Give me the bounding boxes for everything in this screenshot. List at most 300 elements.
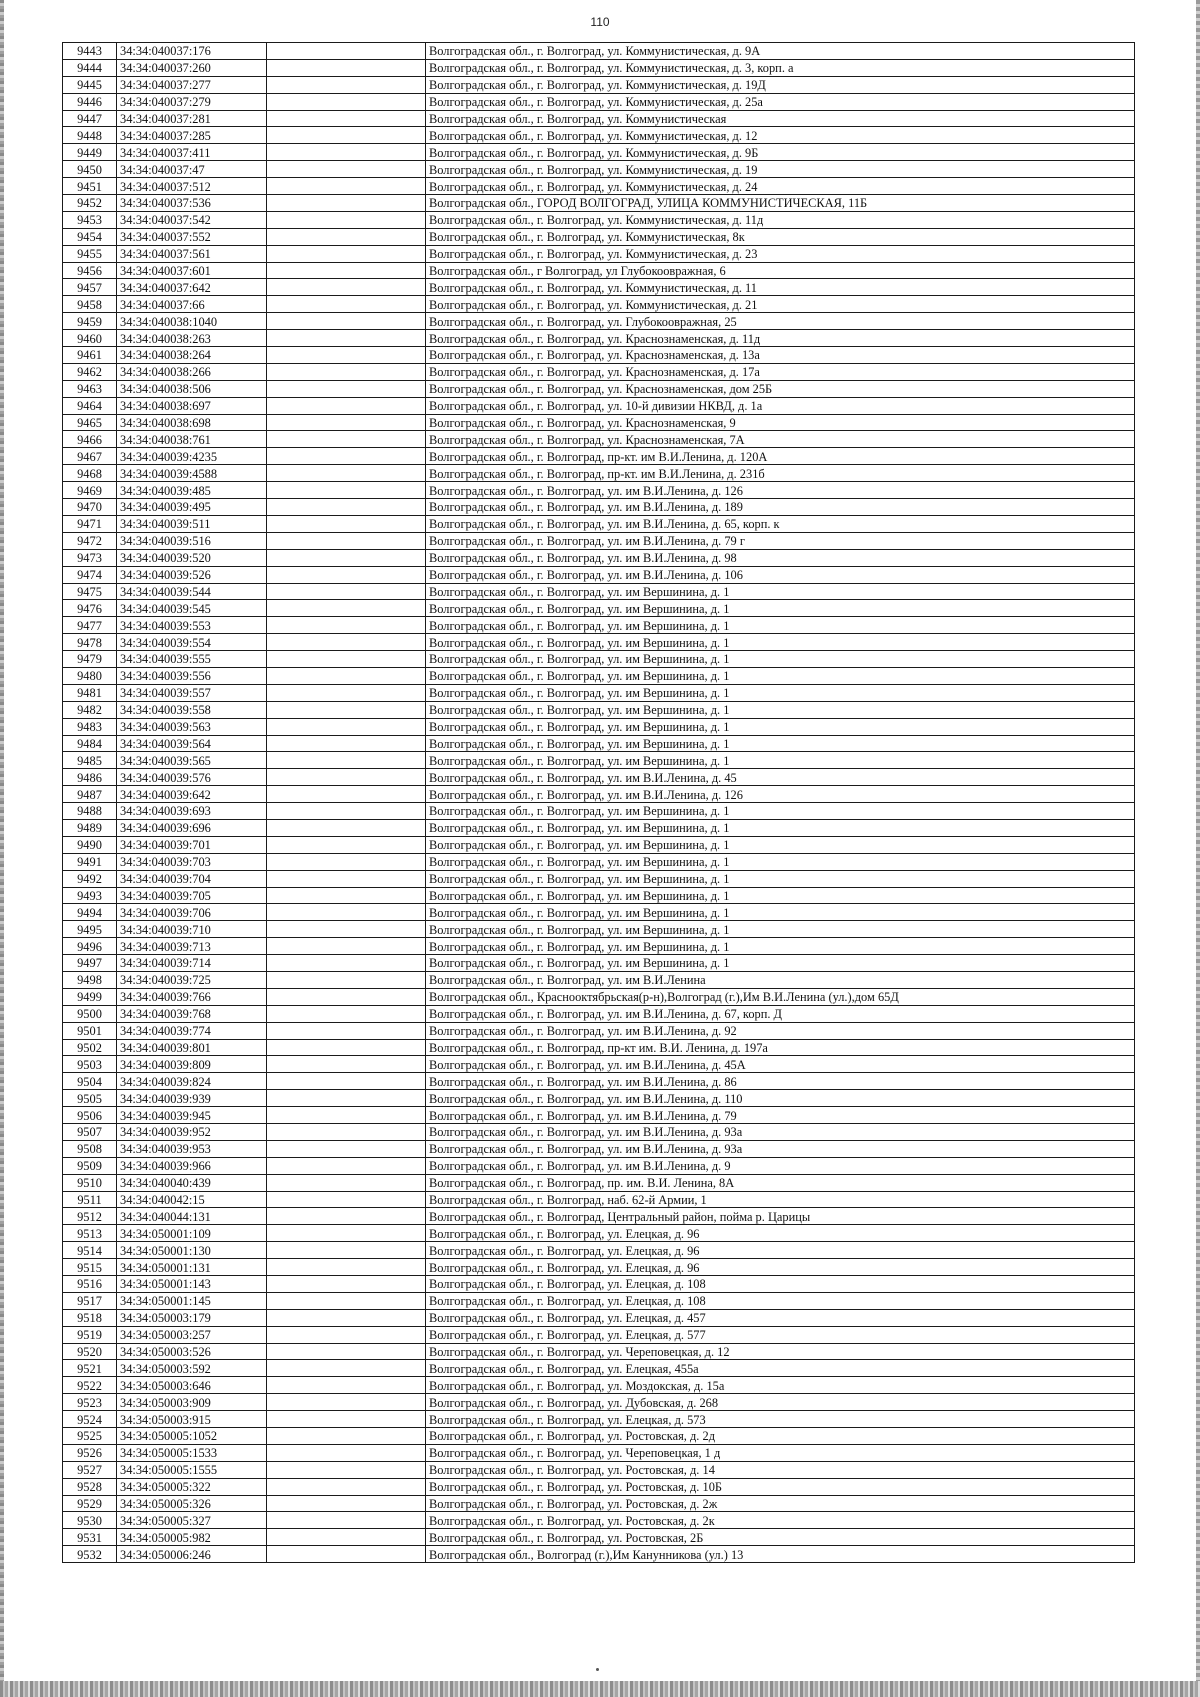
row-number: 9445 xyxy=(63,76,117,93)
extra-cell xyxy=(267,938,426,955)
row-number: 9444 xyxy=(63,59,117,76)
cadastral-number: 34:34:040037:279 xyxy=(117,93,267,110)
address: Волгоградская обл., г. Волгоград, ул. им В.И.Ленина, д. 106 xyxy=(426,566,1135,583)
address: Волгоградская обл., г. Волгоград, ул. Коммунистическая, д. 9Б xyxy=(426,144,1135,161)
extra-cell xyxy=(267,414,426,431)
register-table xyxy=(62,42,1135,1563)
table-row xyxy=(63,1191,1135,1208)
extra-cell xyxy=(267,1191,426,1208)
extra-cell xyxy=(267,1259,426,1276)
address: Волгоградская обл., г. Волгоград, ул. Моздокская, д. 15а xyxy=(426,1377,1135,1394)
extra-cell xyxy=(267,1444,426,1461)
cadastral-number: 34:34:040037:642 xyxy=(117,279,267,296)
row-number: 9531 xyxy=(63,1529,117,1546)
table-row xyxy=(63,786,1135,803)
cadastral-number: 34:34:050003:526 xyxy=(117,1343,267,1360)
table-row xyxy=(63,76,1135,93)
address: Волгоградская обл., г. Волгоград, ул. Ростовская, д. 14 xyxy=(426,1461,1135,1478)
cadastral-number: 34:34:040037:66 xyxy=(117,296,267,313)
table-row xyxy=(63,211,1135,228)
cadastral-number: 34:34:040039:705 xyxy=(117,887,267,904)
cadastral-number: 34:34:040039:545 xyxy=(117,600,267,617)
cadastral-number: 34:34:040038:264 xyxy=(117,347,267,364)
row-number: 9495 xyxy=(63,921,117,938)
cadastral-number: 34:34:040039:555 xyxy=(117,651,267,668)
table-row xyxy=(63,1039,1135,1056)
row-number: 9473 xyxy=(63,549,117,566)
extra-cell xyxy=(267,1343,426,1360)
table-row xyxy=(63,262,1135,279)
cadastral-number: 34:34:040037:176 xyxy=(117,43,267,60)
table-row xyxy=(63,1478,1135,1495)
scan-dot xyxy=(596,1668,599,1671)
extra-cell xyxy=(267,1292,426,1309)
table-row xyxy=(63,93,1135,110)
address: Волгоградская обл., г. Волгоград, ул. Краснознаменская, д. 11д xyxy=(426,330,1135,347)
row-number: 9478 xyxy=(63,634,117,651)
row-number: 9481 xyxy=(63,684,117,701)
cadastral-number: 34:34:040037:47 xyxy=(117,161,267,178)
row-number: 9487 xyxy=(63,786,117,803)
cadastral-number: 34:34:040038:1040 xyxy=(117,313,267,330)
address: Волгоградская обл., г. Волгоград, ул. Коммунистическая, д. 25а xyxy=(426,93,1135,110)
extra-cell xyxy=(267,752,426,769)
table-row xyxy=(63,1546,1135,1563)
extra-cell xyxy=(267,397,426,414)
table-row xyxy=(63,819,1135,836)
extra-cell xyxy=(267,583,426,600)
cadastral-number: 34:34:040039:939 xyxy=(117,1090,267,1107)
address: Волгоградская обл., г. Волгоград, ул. им В.И.Ленина, д. 45 xyxy=(426,769,1135,786)
cadastral-number: 34:34:040039:544 xyxy=(117,583,267,600)
address: Волгоградская обл., г. Волгоград, ул. им Вершинина, д. 1 xyxy=(426,735,1135,752)
cadastral-number: 34:34:040039:809 xyxy=(117,1056,267,1073)
row-number: 9523 xyxy=(63,1394,117,1411)
table-row xyxy=(63,245,1135,262)
extra-cell xyxy=(267,1360,426,1377)
row-number: 9517 xyxy=(63,1292,117,1309)
cadastral-number: 34:34:040039:556 xyxy=(117,667,267,684)
address: Волгоградская обл., г. Волгоград, ул. 10-й дивизии НКВД, д. 1а xyxy=(426,397,1135,414)
address: Волгоградская обл., г. Волгоград, ул. Глубокоовражная, 25 xyxy=(426,313,1135,330)
address: Волгоградская обл., г. Волгоград, ул. им В.И.Ленина, д. 86 xyxy=(426,1073,1135,1090)
table-row xyxy=(63,1225,1135,1242)
table-row xyxy=(63,1326,1135,1343)
address: Волгоградская обл., г. Волгоград, ул. Череповецкая, д. 12 xyxy=(426,1343,1135,1360)
extra-cell xyxy=(267,1495,426,1512)
register-body xyxy=(63,43,1135,1563)
address: Волгоградская обл., ГОРОД ВОЛГОГРАД, УЛИЦА КОММУНИСТИЧЕСКАЯ, 11Б xyxy=(426,195,1135,212)
extra-cell xyxy=(267,904,426,921)
row-number: 9506 xyxy=(63,1107,117,1124)
address: Волгоградская обл., г. Волгоград, ул. им Вершинина, д. 1 xyxy=(426,955,1135,972)
address: Волгоградская обл., г. Волгоград, ул. Елецкая, д. 108 xyxy=(426,1292,1135,1309)
row-number: 9474 xyxy=(63,566,117,583)
row-number: 9520 xyxy=(63,1343,117,1360)
table-row xyxy=(63,549,1135,566)
cadastral-number: 34:34:040039:576 xyxy=(117,769,267,786)
cadastral-number: 34:34:050005:982 xyxy=(117,1529,267,1546)
address: Волгоградская обл., г. Волгоград, ул. им Вершинина, д. 1 xyxy=(426,853,1135,870)
table-row xyxy=(63,482,1135,499)
cadastral-number: 34:34:040039:714 xyxy=(117,955,267,972)
extra-cell xyxy=(267,110,426,127)
cadastral-number: 34:34:050003:909 xyxy=(117,1394,267,1411)
row-number: 9475 xyxy=(63,583,117,600)
row-number: 9530 xyxy=(63,1512,117,1529)
table-row xyxy=(63,532,1135,549)
address: Волгоградская обл., г. Волгоград, ул. Коммунистическая, д. 23 xyxy=(426,245,1135,262)
table-row xyxy=(63,600,1135,617)
extra-cell xyxy=(267,499,426,516)
address: Волгоградская обл., г. Волгоград, пр-кт. им В.И.Ленина, д. 120А xyxy=(426,448,1135,465)
table-row xyxy=(63,448,1135,465)
address: Волгоградская обл., г. Волгоград, ул. им В.И.Ленина, д. 92 xyxy=(426,1022,1135,1039)
page-number: 110 xyxy=(590,15,610,29)
cadastral-number: 34:34:050005:322 xyxy=(117,1478,267,1495)
table-row xyxy=(63,414,1135,431)
row-number: 9486 xyxy=(63,769,117,786)
cadastral-number: 34:34:040039:558 xyxy=(117,701,267,718)
address: Волгоградская обл., г. Волгоград, ул. им Вершинина, д. 1 xyxy=(426,701,1135,718)
row-number: 9505 xyxy=(63,1090,117,1107)
address: Волгоградская обл., г. Волгоград, ул. им Вершинина, д. 1 xyxy=(426,836,1135,853)
cadastral-number: 34:34:040039:966 xyxy=(117,1157,267,1174)
cadastral-number: 34:34:040039:516 xyxy=(117,532,267,549)
cadastral-number: 34:34:050005:1052 xyxy=(117,1428,267,1445)
scan-edge-left xyxy=(0,0,4,1697)
table-row xyxy=(63,330,1135,347)
table-row xyxy=(63,1428,1135,1445)
row-number: 9455 xyxy=(63,245,117,262)
cadastral-number: 34:34:040039:801 xyxy=(117,1039,267,1056)
table-row xyxy=(63,887,1135,904)
extra-cell xyxy=(267,651,426,668)
row-number: 9472 xyxy=(63,532,117,549)
row-number: 9446 xyxy=(63,93,117,110)
extra-cell xyxy=(267,59,426,76)
table-row xyxy=(63,110,1135,127)
extra-cell xyxy=(267,262,426,279)
cadastral-number: 34:34:040039:563 xyxy=(117,718,267,735)
table-row xyxy=(63,921,1135,938)
address: Волгоградская обл., г. Волгоград, ул. им Вершинина, д. 1 xyxy=(426,904,1135,921)
row-number: 9463 xyxy=(63,380,117,397)
table-row xyxy=(63,752,1135,769)
table-row xyxy=(63,1495,1135,1512)
address: Волгоградская обл., г. Волгоград, Центральный район, пойма р. Царицы xyxy=(426,1208,1135,1225)
extra-cell xyxy=(267,1242,426,1259)
row-number: 9443 xyxy=(63,43,117,60)
table-row xyxy=(63,667,1135,684)
extra-cell xyxy=(267,347,426,364)
address: Волгоградская обл., г. Волгоград, ул. Краснознаменская, д. 13а xyxy=(426,347,1135,364)
row-number: 9514 xyxy=(63,1242,117,1259)
address: Волгоградская обл., г. Волгоград, ул. Краснознаменская, 9 xyxy=(426,414,1135,431)
address: Волгоградская обл., г. Волгоград, ул. Коммунистическая, 8к xyxy=(426,228,1135,245)
row-number: 9464 xyxy=(63,397,117,414)
row-number: 9504 xyxy=(63,1073,117,1090)
extra-cell xyxy=(267,634,426,651)
extra-cell xyxy=(267,313,426,330)
table-row xyxy=(63,43,1135,60)
address: Волгоградская обл., г. Волгоград, ул. Коммунистическая, д. 11 xyxy=(426,279,1135,296)
table-row xyxy=(63,1259,1135,1276)
row-number: 9491 xyxy=(63,853,117,870)
address: Волгоградская обл., г. Волгоград, ул. Коммунистическая, д. 19Д xyxy=(426,76,1135,93)
cadastral-number: 34:34:040039:710 xyxy=(117,921,267,938)
extra-cell xyxy=(267,769,426,786)
cadastral-number: 34:34:040039:485 xyxy=(117,482,267,499)
address: Волгоградская обл., г. Волгоград, ул. Елецкая, д. 577 xyxy=(426,1326,1135,1343)
extra-cell xyxy=(267,1512,426,1529)
scan-edge-right xyxy=(1196,0,1200,1697)
table-row xyxy=(63,363,1135,380)
extra-cell xyxy=(267,1309,426,1326)
table-row xyxy=(63,870,1135,887)
table-row xyxy=(63,1411,1135,1428)
row-number: 9524 xyxy=(63,1411,117,1428)
row-number: 9458 xyxy=(63,296,117,313)
row-number: 9466 xyxy=(63,431,117,448)
cadastral-number: 34:34:040039:553 xyxy=(117,617,267,634)
row-number: 9483 xyxy=(63,718,117,735)
extra-cell xyxy=(267,1276,426,1293)
extra-cell xyxy=(267,853,426,870)
address: Волгоградская обл., г. Волгоград, ул. Коммунистическая, д. 9А xyxy=(426,43,1135,60)
row-number: 9469 xyxy=(63,482,117,499)
cadastral-number: 34:34:040039:4235 xyxy=(117,448,267,465)
cadastral-number: 34:34:050001:131 xyxy=(117,1259,267,1276)
table-row xyxy=(63,499,1135,516)
cadastral-number: 34:34:040039:4588 xyxy=(117,465,267,482)
table-row xyxy=(63,1124,1135,1141)
extra-cell xyxy=(267,1326,426,1343)
row-number: 9459 xyxy=(63,313,117,330)
cadastral-number: 34:34:050003:257 xyxy=(117,1326,267,1343)
table-row xyxy=(63,144,1135,161)
cadastral-number: 34:34:040039:511 xyxy=(117,515,267,532)
cadastral-number: 34:34:040039:768 xyxy=(117,1005,267,1022)
table-row xyxy=(63,955,1135,972)
extra-cell xyxy=(267,803,426,820)
cadastral-number: 34:34:040039:520 xyxy=(117,549,267,566)
cadastral-number: 34:34:040039:953 xyxy=(117,1140,267,1157)
table-row xyxy=(63,938,1135,955)
extra-cell xyxy=(267,1529,426,1546)
table-row xyxy=(63,195,1135,212)
cadastral-number: 34:34:040039:704 xyxy=(117,870,267,887)
row-number: 9461 xyxy=(63,347,117,364)
cadastral-number: 34:34:050003:592 xyxy=(117,1360,267,1377)
address: Волгоградская обл., г. Волгоград, ул. им Вершинина, д. 1 xyxy=(426,752,1135,769)
address: Волгоградская обл., г. Волгоград, ул. им В.И.Ленина, д. 189 xyxy=(426,499,1135,516)
table-row xyxy=(63,651,1135,668)
row-number: 9493 xyxy=(63,887,117,904)
row-number: 9500 xyxy=(63,1005,117,1022)
row-number: 9518 xyxy=(63,1309,117,1326)
extra-cell xyxy=(267,1073,426,1090)
extra-cell xyxy=(267,1478,426,1495)
extra-cell xyxy=(267,144,426,161)
cadastral-number: 34:34:040038:506 xyxy=(117,380,267,397)
address: Волгоградская обл., Волгоград (г.),Им Канунникова (ул.) 13 xyxy=(426,1546,1135,1563)
cadastral-number: 34:34:040039:526 xyxy=(117,566,267,583)
extra-cell xyxy=(267,1225,426,1242)
row-number: 9502 xyxy=(63,1039,117,1056)
row-number: 9507 xyxy=(63,1124,117,1141)
table-row xyxy=(63,617,1135,634)
table-row xyxy=(63,296,1135,313)
table-row xyxy=(63,1276,1135,1293)
row-number: 9527 xyxy=(63,1461,117,1478)
address: Волгоградская обл., г. Волгоград, ул. Дубовская, д. 268 xyxy=(426,1394,1135,1411)
table-row xyxy=(63,1174,1135,1191)
cadastral-number: 34:34:040037:552 xyxy=(117,228,267,245)
extra-cell xyxy=(267,684,426,701)
row-number: 9490 xyxy=(63,836,117,853)
extra-cell xyxy=(267,1208,426,1225)
table-row xyxy=(63,313,1135,330)
table-row xyxy=(63,735,1135,752)
row-number: 9470 xyxy=(63,499,117,516)
table-row xyxy=(63,988,1135,1005)
table-row xyxy=(63,228,1135,245)
extra-cell xyxy=(267,1411,426,1428)
address: Волгоградская обл., г. Волгоград, ул. Коммунистическая, д. 12 xyxy=(426,127,1135,144)
extra-cell xyxy=(267,296,426,313)
table-row xyxy=(63,1529,1135,1546)
extra-cell xyxy=(267,667,426,684)
address: Волгоградская обл., г. Волгоград, ул. им Вершинина, д. 1 xyxy=(426,667,1135,684)
cadastral-number: 34:34:040039:554 xyxy=(117,634,267,651)
table-row xyxy=(63,566,1135,583)
address: Волгоградская обл., г Волгоград, ул Глубокоовражная, 6 xyxy=(426,262,1135,279)
row-number: 9449 xyxy=(63,144,117,161)
table-row xyxy=(63,1461,1135,1478)
address: Волгоградская обл., г. Волгоград, ул. Краснознаменская, 7А xyxy=(426,431,1135,448)
row-number: 9519 xyxy=(63,1326,117,1343)
extra-cell xyxy=(267,431,426,448)
address: Волгоградская обл., г. Волгоград, ул. Коммунистическая, д. 11д xyxy=(426,211,1135,228)
row-number: 9489 xyxy=(63,819,117,836)
table-row xyxy=(63,1292,1135,1309)
cadastral-number: 34:34:040042:15 xyxy=(117,1191,267,1208)
row-number: 9508 xyxy=(63,1140,117,1157)
cadastral-number: 34:34:040039:774 xyxy=(117,1022,267,1039)
extra-cell xyxy=(267,380,426,397)
cadastral-number: 34:34:040039:706 xyxy=(117,904,267,921)
cadastral-number: 34:34:040044:131 xyxy=(117,1208,267,1225)
table-row xyxy=(63,904,1135,921)
address: Волгоградская обл., г. Волгоград, ул. им В.И.Ленина, д. 110 xyxy=(426,1090,1135,1107)
extra-cell xyxy=(267,600,426,617)
row-number: 9501 xyxy=(63,1022,117,1039)
row-number: 9494 xyxy=(63,904,117,921)
extra-cell xyxy=(267,735,426,752)
cadastral-number: 34:34:040039:766 xyxy=(117,988,267,1005)
address: Волгоградская обл., г. Волгоград, ул. им В.И.Ленина, д. 67, корп. Д xyxy=(426,1005,1135,1022)
extra-cell xyxy=(267,448,426,465)
row-number: 9532 xyxy=(63,1546,117,1563)
address: Волгоградская обл., г. Волгоград, ул. им В.И.Ленина, д. 9 xyxy=(426,1157,1135,1174)
table-row xyxy=(63,1107,1135,1124)
row-number: 9456 xyxy=(63,262,117,279)
table-row xyxy=(63,515,1135,532)
table-row xyxy=(63,853,1135,870)
table-row xyxy=(63,1444,1135,1461)
table-row xyxy=(63,1140,1135,1157)
row-number: 9480 xyxy=(63,667,117,684)
address: Волгоградская обл., г. Волгоград, ул. Елецкая, д. 573 xyxy=(426,1411,1135,1428)
cadastral-number: 34:34:040039:495 xyxy=(117,499,267,516)
extra-cell xyxy=(267,786,426,803)
cadastral-number: 34:34:050006:246 xyxy=(117,1546,267,1563)
row-number: 9451 xyxy=(63,178,117,195)
table-row xyxy=(63,1073,1135,1090)
row-number: 9462 xyxy=(63,363,117,380)
row-number: 9457 xyxy=(63,279,117,296)
row-number: 9516 xyxy=(63,1276,117,1293)
extra-cell xyxy=(267,1157,426,1174)
table-row xyxy=(63,1056,1135,1073)
address: Волгоградская обл., г. Волгоград, ул. Ростовская, д. 2д xyxy=(426,1428,1135,1445)
table-row xyxy=(63,1090,1135,1107)
extra-cell xyxy=(267,482,426,499)
row-number: 9468 xyxy=(63,465,117,482)
row-number: 9513 xyxy=(63,1225,117,1242)
table-row xyxy=(63,803,1135,820)
address: Волгоградская обл., г. Волгоград, ул. им В.И.Ленина, д. 126 xyxy=(426,786,1135,803)
extra-cell xyxy=(267,211,426,228)
address: Волгоградская обл., г. Волгоград, пр-кт. им В.И.Ленина, д. 231б xyxy=(426,465,1135,482)
cadastral-number: 34:34:040037:277 xyxy=(117,76,267,93)
cadastral-number: 34:34:040039:557 xyxy=(117,684,267,701)
address: Волгоградская обл., г. Волгоград, ул. Елецкая, д. 457 xyxy=(426,1309,1135,1326)
address: Волгоградская обл., г. Волгоград, ул. им Вершинина, д. 1 xyxy=(426,921,1135,938)
address: Волгоградская обл., г. Волгоград, ул. им В.И.Ленина, д. 126 xyxy=(426,482,1135,499)
extra-cell xyxy=(267,178,426,195)
extra-cell xyxy=(267,465,426,482)
address: Волгоградская обл., г. Волгоград, ул. Коммунистическая xyxy=(426,110,1135,127)
table-row xyxy=(63,1343,1135,1360)
cadastral-number: 34:34:040038:266 xyxy=(117,363,267,380)
cadastral-number: 34:34:050001:143 xyxy=(117,1276,267,1293)
table-row xyxy=(63,971,1135,988)
extra-cell xyxy=(267,279,426,296)
row-number: 9460 xyxy=(63,330,117,347)
extra-cell xyxy=(267,566,426,583)
row-number: 9499 xyxy=(63,988,117,1005)
extra-cell xyxy=(267,228,426,245)
row-number: 9485 xyxy=(63,752,117,769)
address: Волгоградская обл., г. Волгоград, ул. Коммунистическая, д. 3, корп. а xyxy=(426,59,1135,76)
extra-cell xyxy=(267,955,426,972)
table-row xyxy=(63,465,1135,482)
cadastral-number: 34:34:050003:179 xyxy=(117,1309,267,1326)
cadastral-number: 34:34:050005:1533 xyxy=(117,1444,267,1461)
row-number: 9492 xyxy=(63,870,117,887)
extra-cell xyxy=(267,1546,426,1563)
extra-cell xyxy=(267,532,426,549)
row-number: 9452 xyxy=(63,195,117,212)
address: Волгоградская обл., г. Волгоград, ул. им Вершинина, д. 1 xyxy=(426,583,1135,600)
address: Волгоградская обл., г. Волгоград, ул. Краснознаменская, д. 17а xyxy=(426,363,1135,380)
row-number: 9477 xyxy=(63,617,117,634)
table-row xyxy=(63,1377,1135,1394)
address: Волгоградская обл., г. Волгоград, ул. им Вершинина, д. 1 xyxy=(426,718,1135,735)
extra-cell xyxy=(267,93,426,110)
